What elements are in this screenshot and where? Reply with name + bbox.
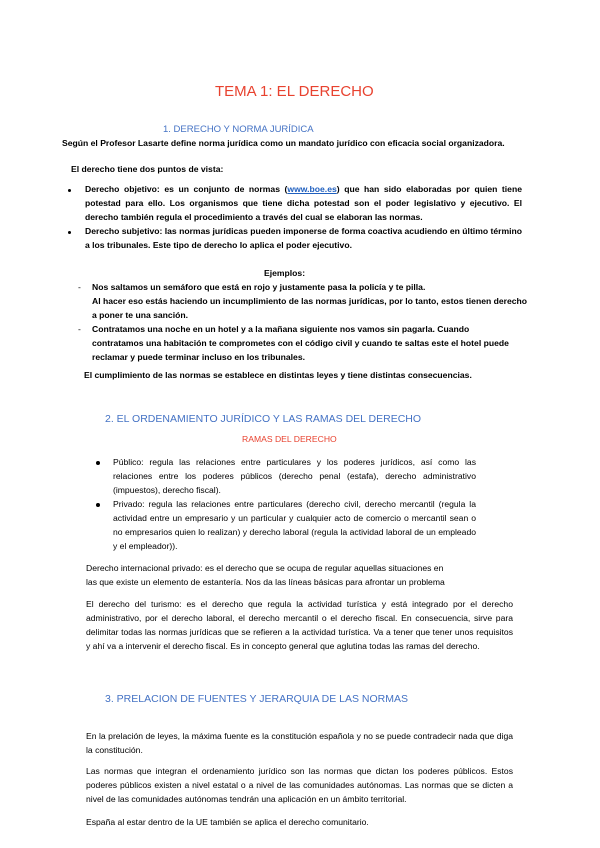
section-1-heading: 1. DERECHO Y NORMA JURÍDICA: [163, 124, 314, 135]
section-2-heading: 2. EL ORDENAMIENTO JURÍDICO Y LAS RAMAS DEL DERECHO: [105, 413, 422, 425]
example-1-line-1: Nos saltamos un semáforo que está en rojo y justamente pasa la policía y te pilla.: [92, 282, 426, 292]
objective-law-text-start: Derecho objetivo: es un conjunto de normas (: [85, 184, 288, 194]
example-2-line-2: contratamos una habitación te comprometes con el código civil y cuando te saltas este el hotel puede: [92, 338, 509, 348]
subjective-law-item: Derecho subjetivo: las normas jurídicas pueden imponerse de forma coactiva acudiendo en último término a los tribunales. Este tipo de derecho lo aplica el poder ejecutivo.: [85, 226, 522, 250]
objective-law-item: [85, 182, 522, 224]
branches-subheading: RAMAS DEL DERECHO: [242, 434, 337, 444]
examples-title: Ejemplos:: [264, 268, 306, 278]
viewpoints-title: El derecho tiene dos puntos de vista:: [71, 164, 224, 174]
section-1-intro: Según el Profesor Lasarte define norma jurídica como un mandato jurídico con eficacia social organizadora.: [62, 138, 505, 148]
example-1-line-2: Al hacer eso estás haciendo un incumplimiento de las normas jurídicas, por lo tanto, estos tienen derecho: [92, 296, 528, 306]
document-title: TEMA 1: EL DERECHO: [215, 83, 374, 100]
bullet-icon: [68, 189, 71, 192]
public-law-item: Público: regula las relaciones entre particulares y los poderes jurídicos, así como las relaciones entre los poderes públicos (derecho penal (estafa), derecho administrativo (impuestos), derecho fiscal).: [113, 457, 476, 495]
bullet-icon: [96, 461, 100, 465]
section-3-paragraph-1: En la prelación de leyes, la máxima fuente es la constitución española y no se puede contradecir nada que diga la constitución.: [86, 731, 513, 755]
tourism-law-paragraph: El derecho del turismo: es el derecho que regula la actividad turística y está integrado por el derecho administrativo, por el derecho laboral, el derecho mercantil o el derecho fiscal. En consecuencia, sirve para delimitar todas las normas jurídicas que se refieren a la actividad turística. Va a tener que tener unos requisitos y ahí va a intervenir el derecho fiscal. Es in concepto general que aglutina todas las ramas del derecho.: [86, 599, 513, 651]
dash-marker: -: [78, 324, 81, 334]
example-2-line-1: Contratamos una noche en un hotel y a la mañana siguiente nos vamos sin pagarla. Cuando: [92, 324, 470, 334]
section-3-paragraph-3: España al estar dentro de la UE también se aplica el derecho comunitario.: [86, 817, 369, 827]
section-1-closing: El cumplimiento de las normas se establece en distintas leyes y tiene distintas consecuencias.: [84, 370, 472, 380]
dash-marker: -: [78, 282, 81, 292]
private-law-item: Privado: regula las relaciones entre particulares (derecho civil, derecho mercantil (regula la actividad entre un empresario y un particular y cualquier acto de comercio o mercantil sean o no empresarios quien lo realizan) y derecho laboral (regula la actividad laboral de un empleado y el empleador)).: [113, 499, 476, 551]
bullet-icon: [96, 503, 100, 507]
bullet-icon: [68, 231, 71, 234]
boe-link[interactable]: www.boe.es: [287, 184, 337, 194]
example-2-line-3: reclamar y puede terminar incluso en los tribunales.: [92, 352, 306, 362]
international-law-line-1: Derecho internacional privado: es el derecho que se ocupa de regular aquellas situaciones en: [86, 563, 444, 573]
objective-law-text-end: ) que han sido elaboradas por quien tiene potestad para ello. Los organismos que tiene dicha potestad son el poder legislativo y ejecutivo. El derecho también regula el procedimiento a través del cual se elaboran las normas.: [85, 184, 522, 222]
international-law-line-2: las que existe un elemento de estantería. Nos da las líneas básicas para afrontar un problema: [86, 577, 445, 587]
section-3-paragraph-2: Las normas que integran el ordenamiento jurídico son las normas que dictan los poderes públicos. Estos poderes públicos existen a nivel estatal o a nivel de las comunidades autónomas. Las normas que se dicten a nivel de las comunidades autónomas tendrán una aplicación en un ámbito territorial.: [86, 766, 513, 804]
section-3-heading: 3. PRELACION DE FUENTES Y JERARQUIA DE LAS NORMAS: [105, 693, 409, 705]
example-1-line-3: a poner te una sanción.: [92, 310, 188, 320]
